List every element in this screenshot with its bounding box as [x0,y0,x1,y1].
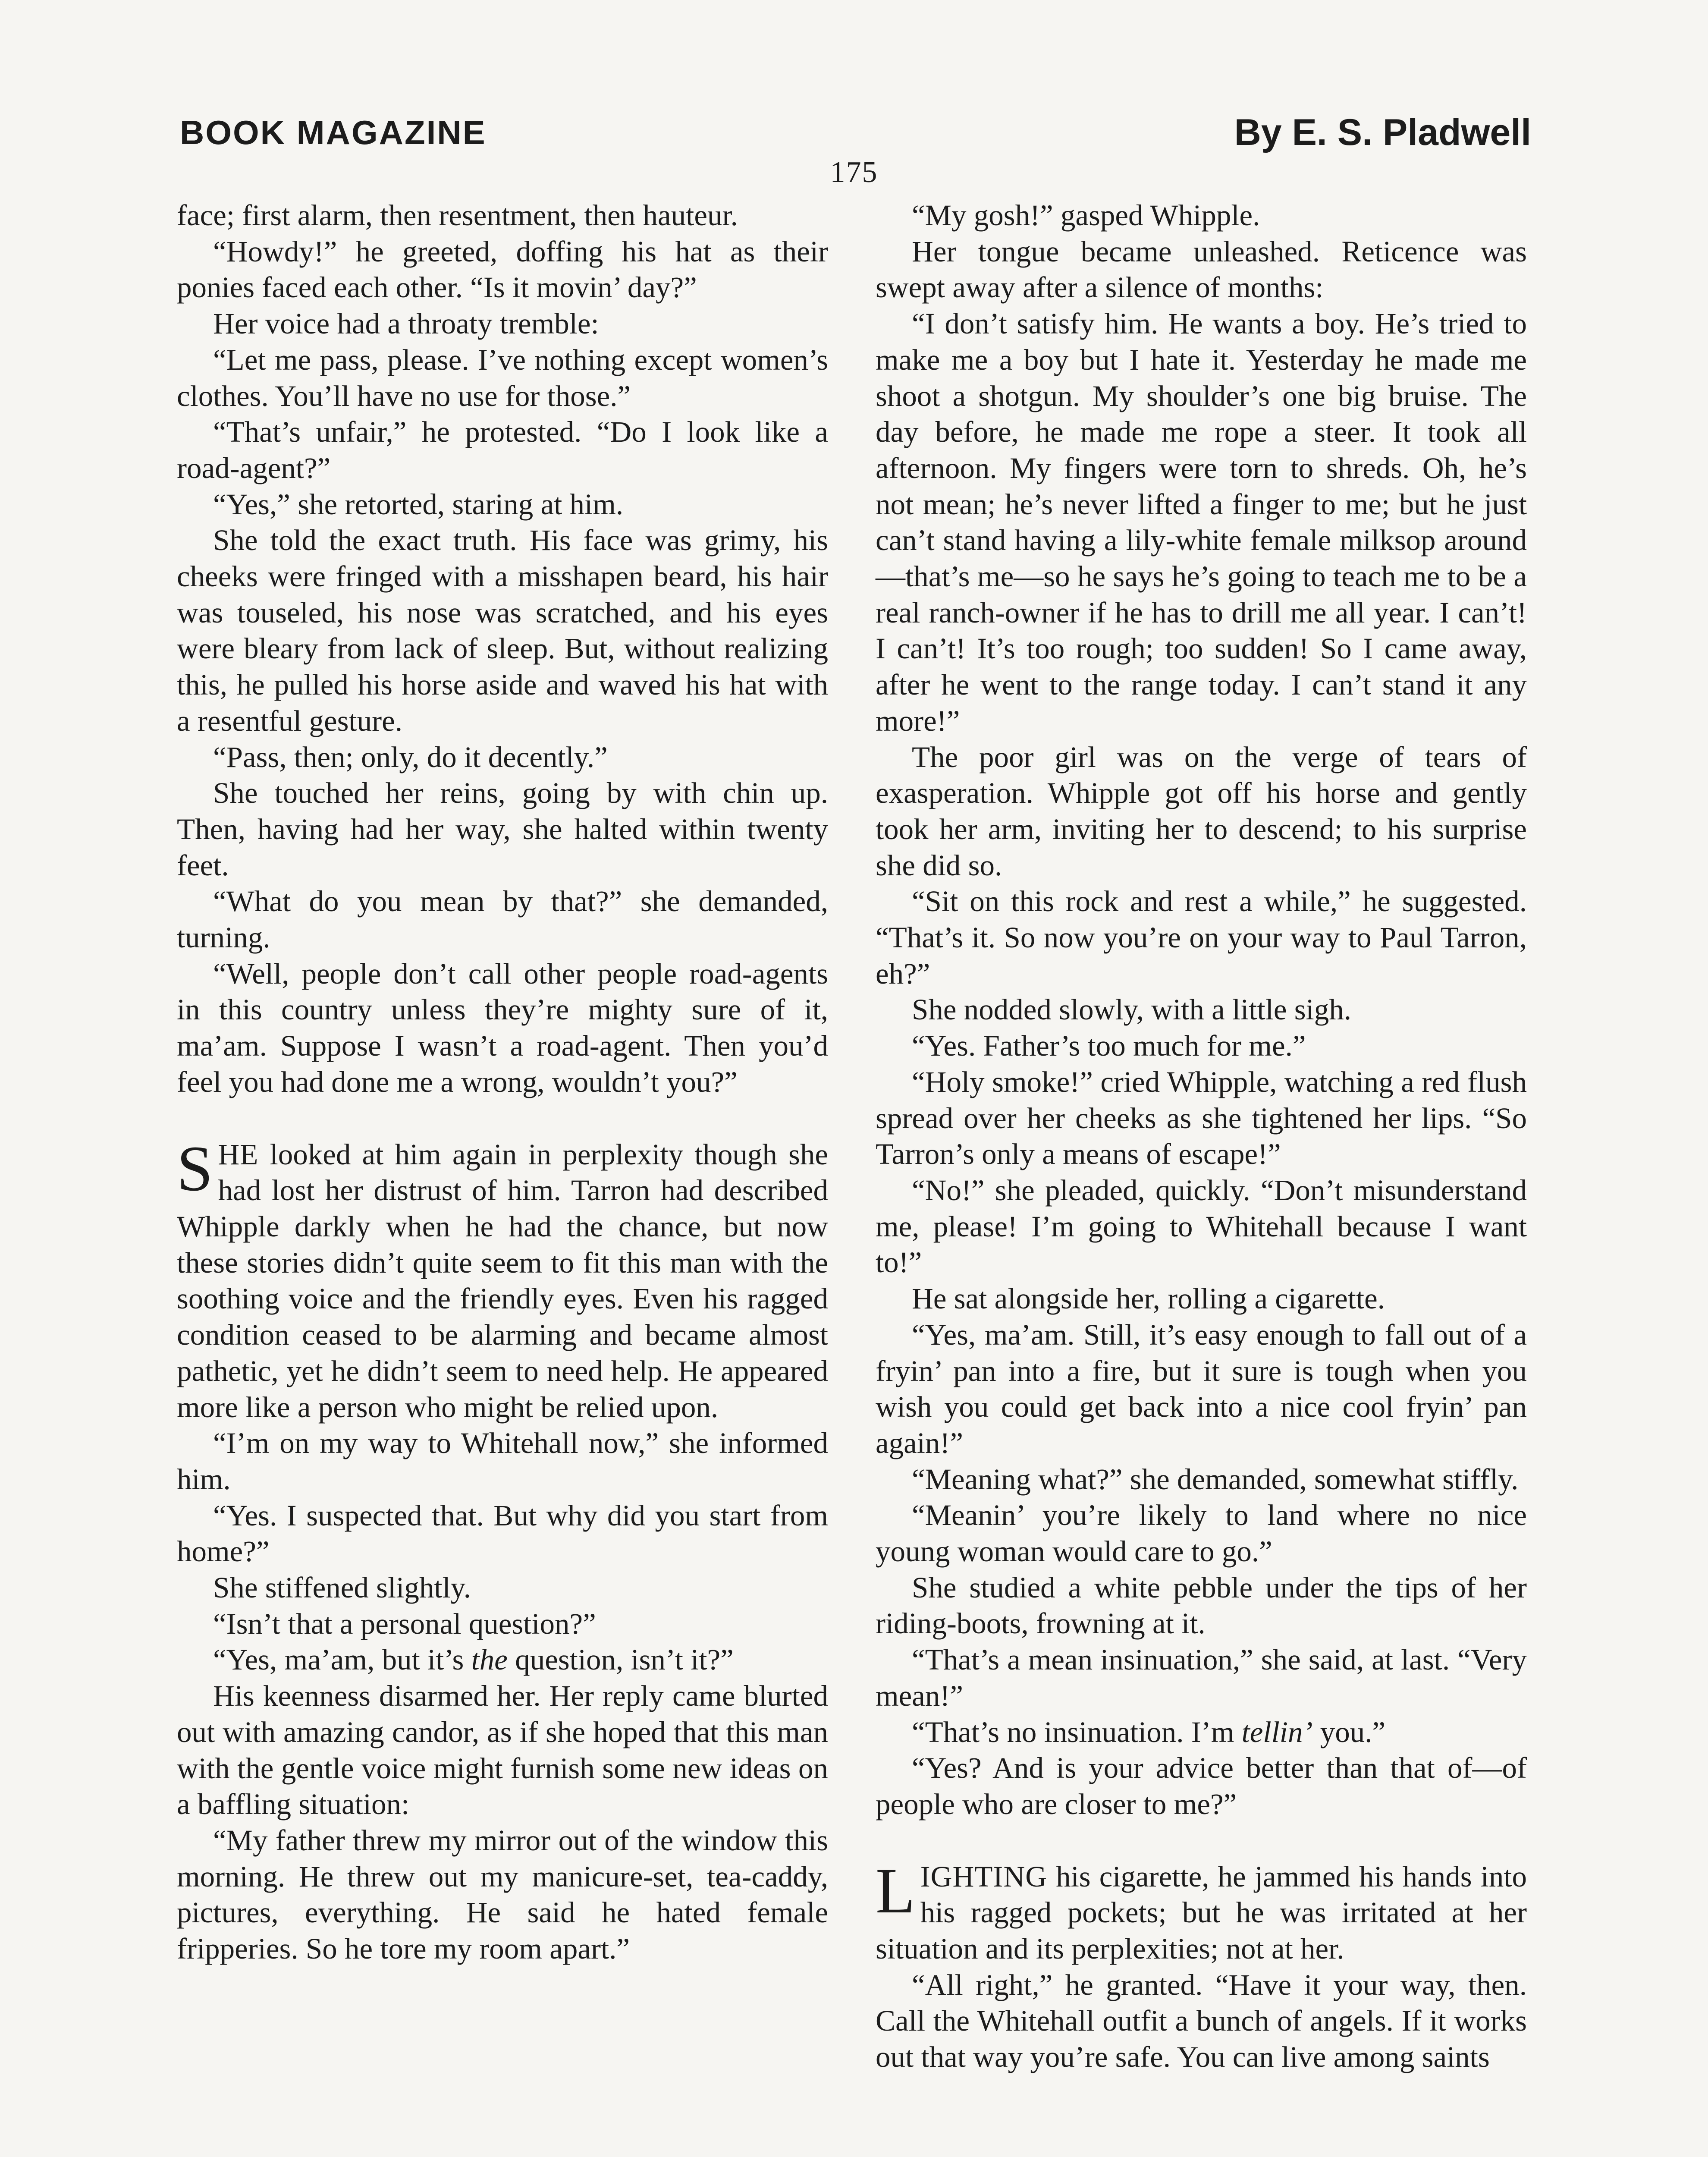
paragraph: “Meanin’ you’re likely to land where no nice young woman would care to go.” [876,1499,1527,1568]
paragraph: “All right,” he granted. “Have it your way, then. Call the Whitehall outfit a bunch of angels. If it works out that way you’re safe. You can live among saints [876,1968,1527,2074]
page-number: 175 [830,156,878,189]
paragraph: “I’m on my way to Whitehall now,” she informed him. [177,1427,828,1496]
paragraph: She touched her reins, going by with chin up. Then, having had her way, she halted within twenty feet. [177,777,828,882]
paragraph: He sat alongside her, rolling a cigarette. [912,1282,1385,1315]
paragraph: “Well, people don’t call other people road-agents in this country unless they’re mighty sure of it, ma’am. Suppose I wasn’t a road-agent. Then you’d feel you had done me a wrong, wouldn’t you?” [177,957,828,1098]
paragraph: “What do you mean by that?” she demanded, turning. [177,885,828,954]
paragraph: “Isn’t that a personal question?” [213,1607,596,1640]
italic-word: tellin’ [1241,1715,1313,1748]
paragraph: face; first alarm, then resentment, then hauteur. [177,199,738,232]
paragraph: “Sit on this rock and rest a while,” he suggested. “That’s it. So now you’re on your way to Paul Tarron, eh?” [876,885,1527,990]
paragraph: “That’s unfair,” he protested. “Do I look like a road-agent?” [177,415,828,484]
italic-word: the [471,1643,508,1676]
drop-cap: S [177,1132,213,1204]
paragraph: “My gosh!” gasped Whipple. [912,199,1260,232]
drop-cap: L [876,1855,915,1927]
paragraph: The poor girl was on the verge of tears of exasperation. Whipple got off his horse and gently took her arm, inviting her to descend; to his surprise she did so. [876,740,1527,882]
paragraph: “Yes, ma’am. Still, it’s easy enough to fall out of a fryin’ pan into a fire, but it sure is tough when you wish you could get back into a nice cool fryin’ pan again!” [876,1318,1527,1459]
paragraph: Her voice had a throaty tremble: [213,307,599,340]
paragraph: “Meaning what?” she demanded, somewhat stiffly. [912,1462,1519,1496]
paragraph-text: looked at him again in perplexity though she had lost her distrust of him. Tarron had described Whipple darkly when he had the chance, but now these stories didn’t quite seem to fit this man with the soothing voice and the friendly eyes. Even his ragged condition ceased to be alarming and became almost pathetic, yet he didn’t seem to need help. He appeared more like a person who might be relied upon. [177,1138,828,1424]
magazine-title: BOOK MAGAZINE [180,113,487,151]
paragraph: “Yes? And is your advice better than that of—of people who are closer to me?” [876,1751,1527,1821]
section-opening-paragraph [177,1132,828,1426]
paragraph: “Yes. I suspected that. But why did you start from home?” [177,1499,828,1568]
paragraph: “No!” she pleaded, quickly. “Don’t misunderstand me, please! I’m going to Whitehall because I want to!” [876,1173,1527,1279]
paragraph: Her tongue became unleashed. Reticence was swept away after a silence of months: [876,235,1527,304]
paragraph-text: his cigarette, he jammed his hands into his ragged pockets; but he was irritated at her situation and its perplexities; not at her. [876,1860,1527,1965]
paragraph: She told the exact truth. His face was grimy, his cheeks were fringed with a misshapen beard, his hair was touseled, his nose was scratched, and his eyes were bleary from lack of sleep. But, without realizing this, he pulled his horse aside and waved his hat with a resentful gesture. [177,524,828,737]
paragraph: “My father threw my mirror out of the window this morning. He threw out my manicure-set, tea-caddy, pictures, everything. He said he hated female fripperies. So he tore my room apart.” [177,1824,828,1965]
paragraph-text: you.” [1312,1715,1386,1748]
paragraph: “Pass, then; only, do it decently.” [213,740,608,774]
paragraph [876,1714,1527,1751]
paragraph-text: question, isn’t it?” [507,1643,734,1676]
paragraph: “Yes. Father’s too much for me.” [912,1029,1306,1063]
paragraph: She nodded slowly, with a little sigh. [912,993,1351,1026]
paragraph: “Let me pass, please. I’ve nothing except women’s clothes. You’ll have no use for those.” [177,343,828,412]
paragraph: “That’s a mean insinuation,” she said, at last. “Very mean!” [876,1643,1527,1712]
byline: By E. S. Pladwell [1234,112,1531,153]
lead-in-caps: IGHTING [920,1860,1048,1893]
paragraph-text: “Yes, ma’am, but it’s [213,1643,471,1676]
paragraph: His keenness disarmed her. Her reply came blurted out with amazing candor, as if she hoped that this man with the gentle voice might furnish some new ideas on a baffling situation: [177,1679,828,1821]
paragraph: She studied a white pebble under the tips of her riding-boots, frowning at it. [876,1571,1527,1640]
paragraph: “Holy smoke!” cried Whipple, watching a red flush spread over her cheeks as she tightened her lips. “So Tarron’s only a means of escape!” [876,1065,1527,1171]
paragraph: “Howdy!” he greeted, doffing his hat as their ponies faced each other. “Is it movin’ day?” [177,235,828,304]
paragraph-text: “That’s no insinuation. I’m [912,1715,1242,1748]
paragraph [177,1642,828,1678]
right-column [876,198,1527,2075]
lead-in-caps: HE [218,1138,259,1171]
paragraph: “I don’t satisfy him. He wants a boy. He’s tried to make me a boy but I hate it. Yesterday he made me shoot a shotgun. My shoulder’s one big bruise. The day before, he made me rope a steer. It took all afternoon. My fingers were torn to shreds. Oh, he’s not mean; he’s never lifted a finger to me; but he just can’t stand having a lily-white female milksop around—that’s me—so he says he’s going to teach me to be a real ranch-owner if he has to drill me all year. I can’t! I can’t! It’s too rough; too sudden! So I came away, after he went to the range today. I can’t stand it any more!” [876,307,1527,737]
left-column [177,198,828,1967]
paragraph: She stiffened slightly. [213,1571,471,1604]
section-opening-paragraph [876,1855,1527,1967]
paragraph: “Yes,” she retorted, staring at him. [213,487,624,521]
